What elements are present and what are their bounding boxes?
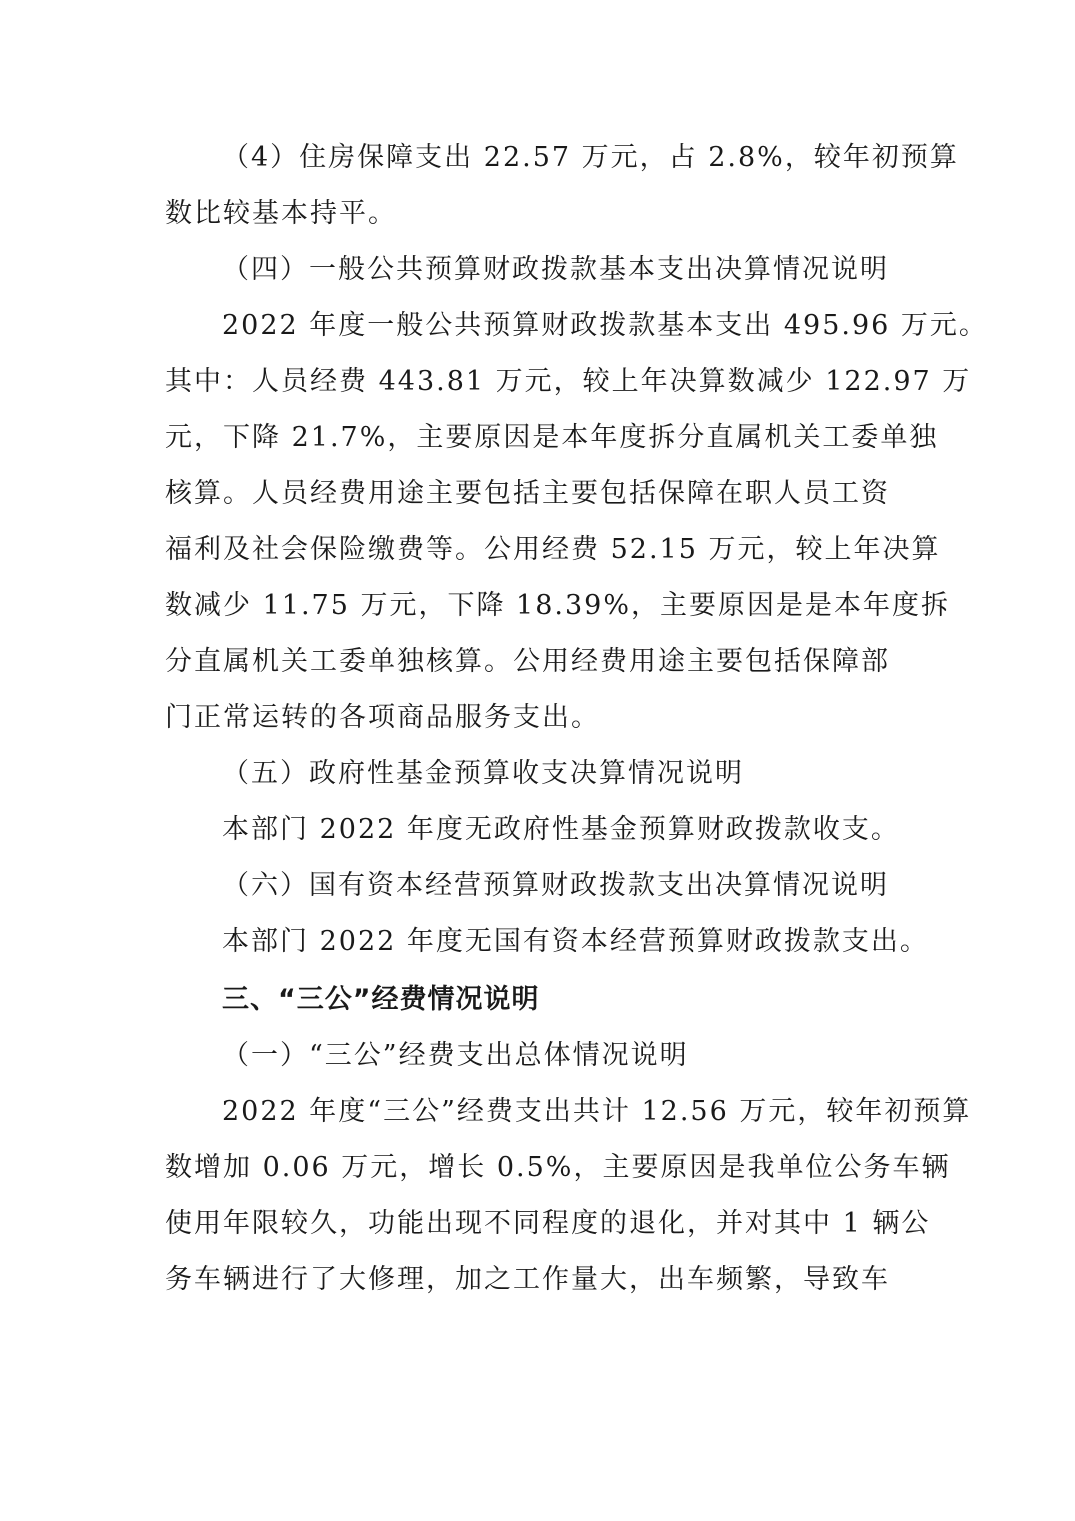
paragraph-line: 分直属机关工委单独核算。公用经费用途主要包括保障部: [165, 646, 890, 677]
section-heading: （一）“三公”经费支出总体情况说明: [222, 1040, 689, 1071]
paragraph-line: 其中：人员经费 443.81 万元，较上年决算数减少 122.97 万: [165, 366, 972, 397]
paragraph-line: 本部门 2022 年度无国有资本经营预算财政拨款支出。: [222, 926, 929, 957]
paragraph-line: 务车辆进行了大修理，加之工作量大，出车频繁，导致车: [165, 1264, 890, 1295]
paragraph-line: 元，下降 21.7%，主要原因是本年度拆分直属机关工委单独: [165, 422, 939, 453]
section-heading: （五）政府性基金预算收支决算情况说明: [222, 758, 744, 789]
paragraph-line: （4）住房保障支出 22.57 万元，占 2.8%，较年初预算: [222, 142, 959, 173]
paragraph-line: 2022 年度“三公”经费支出共计 12.56 万元，较年初预算: [222, 1096, 972, 1127]
paragraph-line: 核算。人员经费用途主要包括主要包括保障在职人员工资: [165, 478, 890, 509]
paragraph-line: 2022 年度一般公共预算财政拨款基本支出 495.96 万元。: [222, 310, 988, 341]
section-heading: （六）国有资本经营预算财政拨款支出决算情况说明: [222, 870, 889, 901]
paragraph-line: 使用年限较久，功能出现不同程度的退化，并对其中 1 辆公: [165, 1208, 931, 1239]
paragraph-line: 福利及社会保险缴费等。公用经费 52.15 万元，较上年决算: [165, 534, 941, 565]
paragraph-line: 数比较基本持平。: [165, 198, 397, 229]
paragraph-line: 门正常运转的各项商品服务支出。: [165, 702, 600, 733]
chapter-heading: 三、“三公”经费情况说明: [222, 984, 540, 1015]
paragraph-line: 本部门 2022 年度无政府性基金预算财政拨款收支。: [222, 814, 900, 845]
section-heading: （四）一般公共预算财政拨款基本支出决算情况说明: [222, 254, 889, 285]
paragraph-line: 数增加 0.06 万元，增长 0.5%，主要原因是我单位公务车辆: [165, 1152, 951, 1183]
paragraph-line: 数减少 11.75 万元，下降 18.39%，主要原因是是本年度拆: [165, 590, 950, 621]
